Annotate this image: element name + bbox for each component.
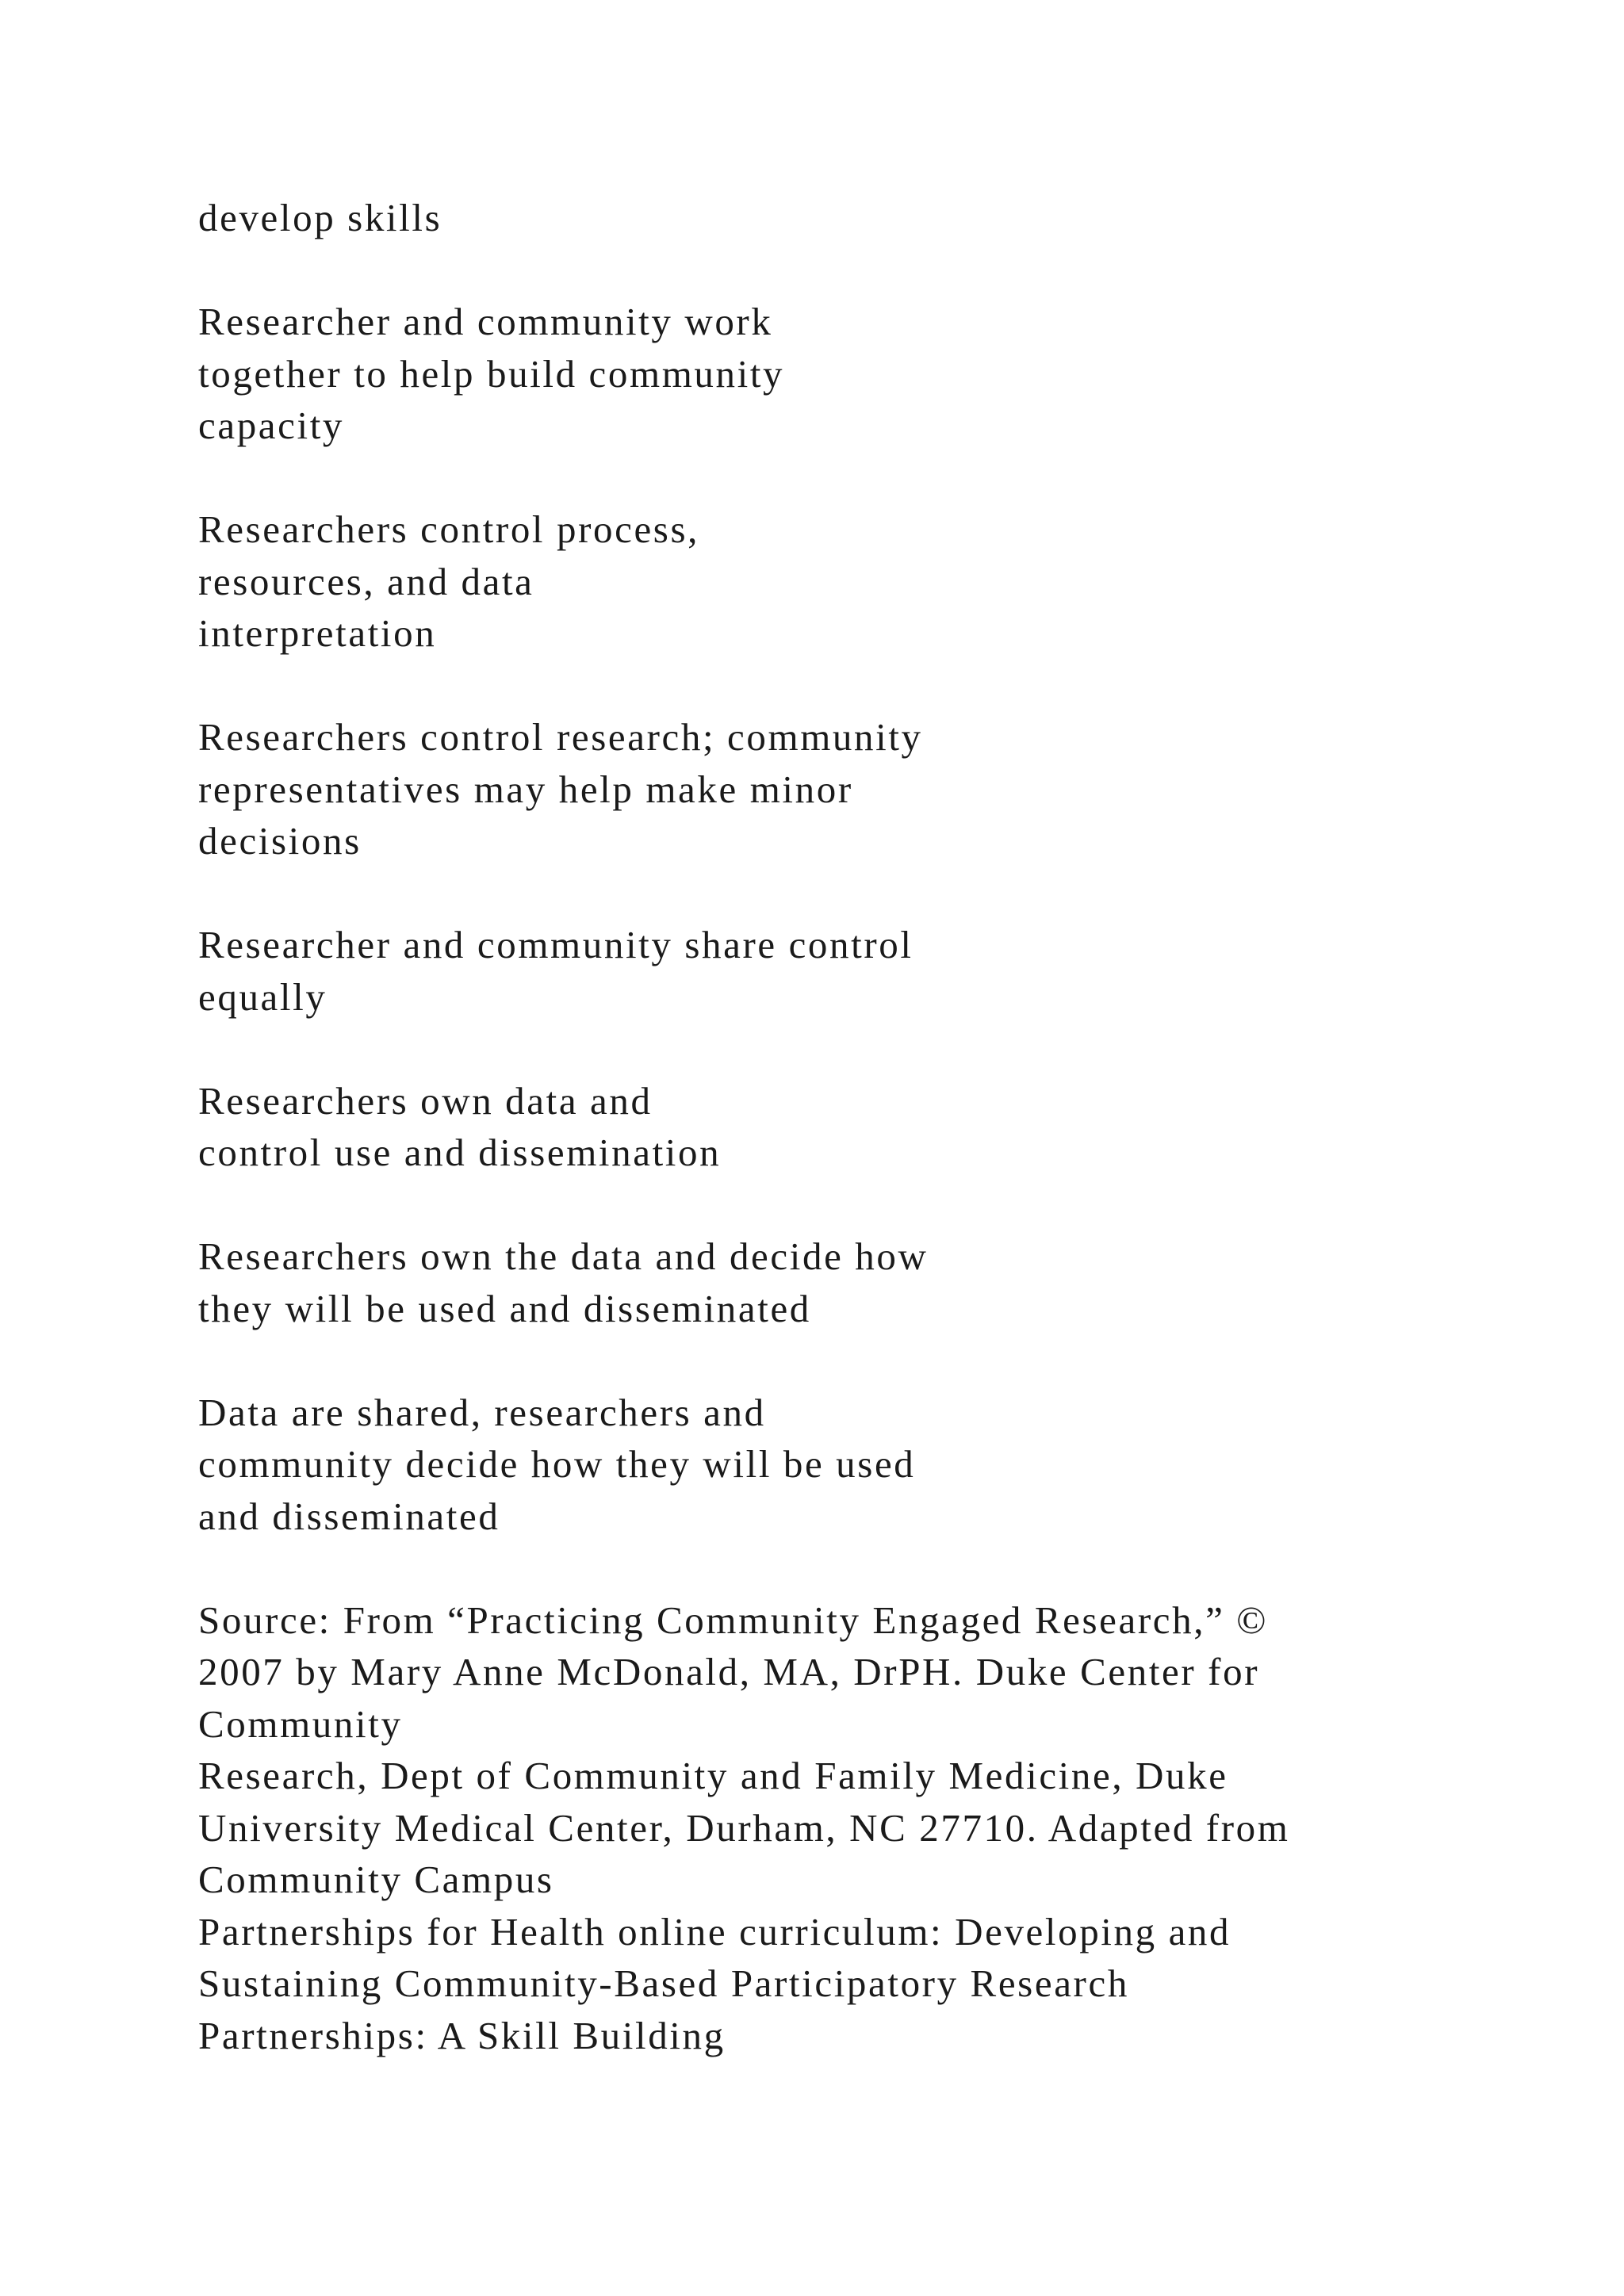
text-line: Data are shared, researchers and: [198, 1390, 766, 1434]
text-line: Researcher and community work: [198, 300, 773, 343]
text-line: decisions: [198, 819, 362, 863]
paragraph-source-citation: [198, 1594, 1507, 2062]
paragraph-data-shared: [198, 1387, 1507, 1543]
text-line: capacity: [198, 404, 345, 447]
text-line: Researcher and community share control: [198, 923, 914, 966]
paragraph-researchers-control-process: [198, 503, 1507, 660]
paragraph-develop-skills: [198, 192, 1507, 244]
document-body: [198, 192, 1507, 2114]
text-line: Researchers own the data and decide how: [198, 1234, 929, 1278]
text-line: Research, Dept of Community and Family Medicine, Duke: [198, 1754, 1228, 1797]
text-line: Community Campus: [198, 1858, 554, 1901]
text-line: Researchers control process,: [198, 507, 699, 551]
text-line: Source: From “Practicing Community Engaged Research,” ©: [198, 1598, 1269, 1642]
text-line: Researchers own data and: [198, 1078, 653, 1123]
paragraph-share-control: [198, 919, 1507, 1023]
paragraph-researchers-decide-use: [198, 1230, 1507, 1334]
text-line: and disseminated: [198, 1494, 500, 1538]
text-line: Partnerships for Health online curriculum: Developing and: [198, 1909, 1231, 1954]
text-line: Researchers control research; community: [198, 715, 923, 759]
text-line: control use and dissemination: [198, 1131, 722, 1174]
text-line: 2007 by Mary Anne McDonald, MA, DrPH. Duke Center for: [198, 1650, 1260, 1693]
paragraph-build-capacity: [198, 296, 1507, 452]
text-line: interpretation: [198, 611, 437, 655]
text-line: Partnerships: A Skill Building: [198, 2013, 726, 2057]
paragraph-researchers-own-data: [198, 1075, 1507, 1179]
text-line: equally: [198, 974, 327, 1019]
text-line: Sustaining Community-Based Participatory Research: [198, 1961, 1129, 2005]
text-line: they will be used and disseminated: [198, 1286, 811, 1330]
text-line: Community: [198, 1701, 403, 1746]
text-line: together to help build community: [198, 351, 785, 396]
text-line: resources, and data: [198, 559, 534, 603]
text-line: University Medical Center, Durham, NC 27710. Adapted from: [198, 1805, 1290, 1850]
text-line: representatives may help make minor: [198, 767, 853, 811]
paragraph-researchers-control-research: [198, 711, 1507, 867]
text-line: develop skills: [198, 196, 442, 239]
text-line: community decide how they will be used: [198, 1442, 916, 1486]
